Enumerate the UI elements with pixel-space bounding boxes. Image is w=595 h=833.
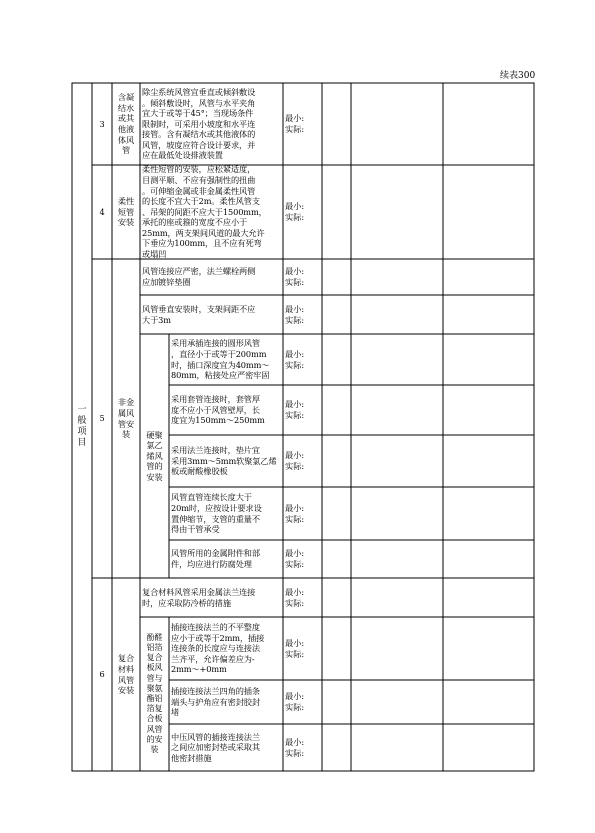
category-general-items: 一 般 项 目 — [77, 405, 87, 448]
continued-table-label: 续表300 — [500, 71, 536, 81]
row-4-number: 4 — [99, 206, 105, 217]
row-6-sub-item-1: 插接连接法兰的不平整度 应小于或等于2mm，插接 连接条的长度应与连接法 兰齐平，允许偏差应为- 2mm～+0mm — [171, 622, 265, 675]
row-6-number: 6 — [99, 669, 105, 680]
row-6c-min-actual: 最小: 实际: — [285, 691, 305, 712]
row-3-item: 含凝 结水 或其 他液 体风 管 — [117, 92, 135, 156]
row-5-sub-item-1: 采用承插连接的圆形风管 ，直径小于或等于200mm 时，插口深度宜为40mm～ 80mm，粘接处应严密牢固 — [171, 338, 270, 381]
row-5c-min-actual: 最小: 实际: — [285, 348, 305, 370]
row-4-requirement: 柔性短管的安装，应松紧适度， 目测平顺、不应有强制性的扭曲 。可伸缩金属或非金属柔性风管 的长度不宜大于2m。柔性风管支 、吊架的间距不应大于1500mm， 承托的座或箍的宽度不应小于 25mm，两支架间风道的最大允许 下垂应为100mm，且不应有死弯 或塌凹 — [142, 165, 267, 259]
row-6-item: 复合 材料 风管 安装 — [117, 653, 135, 696]
row-4-item: 柔性 短管 安装 — [117, 196, 135, 228]
row-4-min-actual: 最小: 实际: — [285, 201, 305, 222]
row-5-requirement-a: 风管连接应严密，法兰螺栓两侧 应加镀锌垫圈 — [142, 266, 256, 287]
row-6-sub-item-3: 中压风管的插接连接法兰 之间应加密封垫或采取其 他密封措施 — [171, 731, 260, 763]
row-5-requirement-b: 风管垂直安装时，支架间距不应 大于3m — [142, 303, 256, 325]
row-5-sub-item-2: 采用套管连接时，套管厚 度不应小于风管壁厚，长 度宜为150mm～250mm — [171, 394, 265, 426]
row-5-subgroup-pvc: 硬聚 氯乙 烯风 管的 安装 — [146, 429, 163, 482]
row-5e-min-actual: 最小: 实际: — [285, 450, 305, 471]
row-6d-min-actual: 最小: 实际: — [285, 736, 305, 758]
row-6-subgroup-composite: 酚醛 铝箔 复合 板风 管与 聚氨 酯铝 箔复 合板 风管 的安 装 — [146, 632, 163, 755]
row-5-number: 5 — [99, 413, 105, 424]
row-3-number: 3 — [99, 118, 105, 129]
row-5-sub-item-5: 风管所用的金属附件和部 件，均应进行防腐处理 — [171, 548, 260, 569]
row-5g-min-actual: 最小: 实际: — [285, 548, 305, 569]
row-5-item: 非金 属风 管安 装 — [117, 397, 135, 440]
row-5-sub-item-3: 采用法兰连接时，垫片宜 采用3mm～5mm软聚氯乙烯 板或耐酸橡胶板 — [171, 445, 277, 477]
row-6a-min-actual: 最小: 实际: — [285, 586, 305, 608]
row-5f-min-actual: 最小: 实际: — [285, 502, 305, 524]
row-3-min-actual: 最小: 实际: — [285, 113, 305, 134]
row-5d-min-actual: 最小: 实际: — [285, 399, 305, 420]
row-5b-min-actual: 最小: 实际: — [285, 303, 305, 325]
row-6-requirement-a: 复合材料风管采用金属法兰连接 时，应采取防冷桥的措施 — [142, 586, 256, 608]
row-3-requirement: 除尘系统风管宜垂直或倾斜敷设 。倾斜敷设时，风管与水平夹角 宜大于或等于45°；当现场条件 限制时，可采用小坡度和水平连 接管。含有凝结水或其他液体的 风管，坡度应符合设计要求，并 应在最低处设排液装置 — [142, 86, 256, 161]
row-5a-min-actual: 最小: 实际: — [285, 266, 305, 287]
row-6b-min-actual: 最小: 实际: — [285, 637, 305, 659]
row-5-sub-item-4: 风管直管连续长度大于 20m时，应按设计要求设 置伸缩节，支管的重量不 得由干管承受 — [171, 492, 262, 535]
row-6-sub-item-2: 插接连接法兰四角的插条 端头与护角应有密封胶封 堵 — [171, 686, 260, 718]
